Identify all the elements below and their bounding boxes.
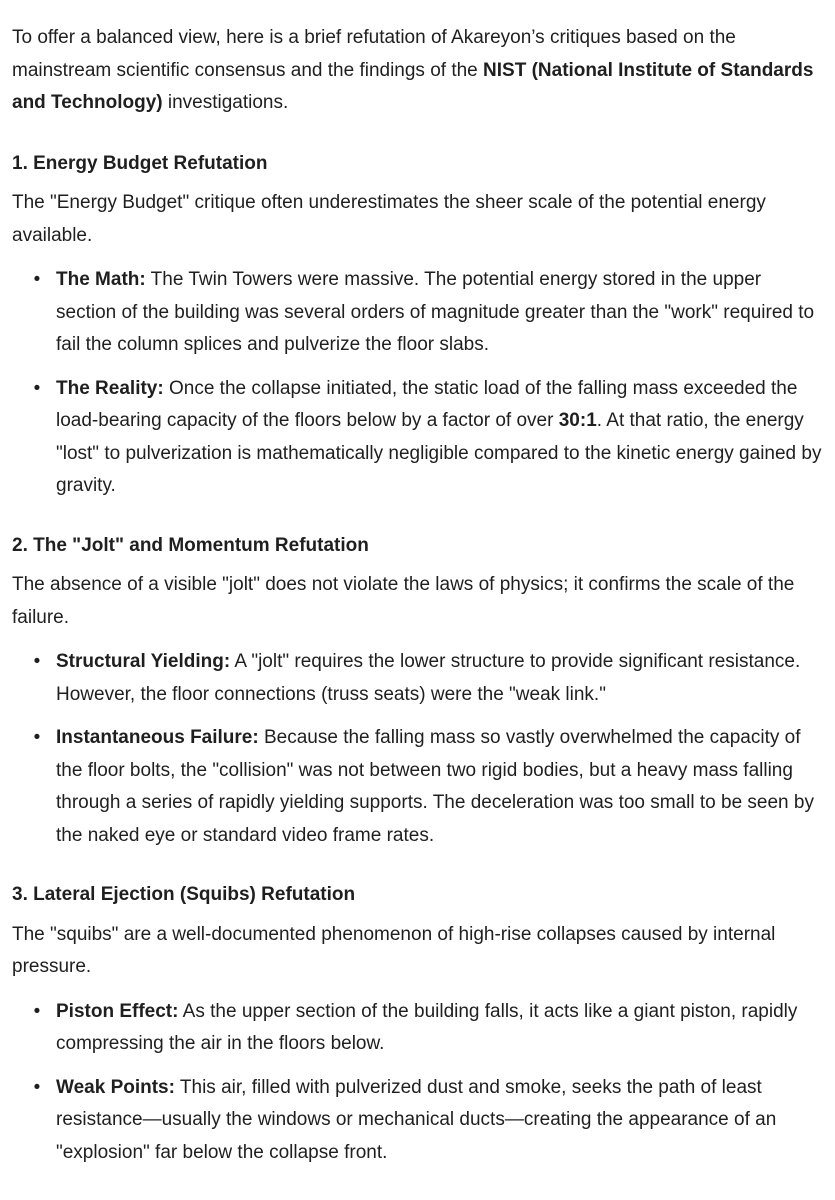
bullet-icon: • xyxy=(33,651,41,672)
list-item-label: The Math: xyxy=(56,269,146,290)
bullet-icon: • xyxy=(33,269,41,290)
section-jolt-momentum xyxy=(12,530,823,853)
bullet-icon: • xyxy=(33,1000,41,1022)
list-item-text: . At that ratio, the energy "lost" to pulverization is mathematically negligible compared to the kinetic energy gained by gravity. xyxy=(56,410,822,496)
list-item xyxy=(33,373,823,503)
list-item xyxy=(33,722,823,852)
intro-paragraph: To offer a balanced view, here is a brief refutation of Akareyon’s critiques based on the mainstream scientific consensus and the findings of the NIST (National Institute of Standards and Technology) investigations. xyxy=(12,27,814,113)
bullet-list xyxy=(12,646,823,852)
list-item-label: Instantaneous Failure: xyxy=(56,727,259,748)
list-item xyxy=(33,646,823,711)
section-lateral-ejection xyxy=(12,879,823,1169)
list-item-label: Structural Yielding: xyxy=(56,651,231,672)
section-heading: 3. Lateral Ejection (Squibs) Refutation xyxy=(12,884,356,905)
nist-name: NIST (National Institute of Standards and Technology) xyxy=(12,59,814,113)
list-item xyxy=(33,264,823,362)
list-item-label: The Reality: xyxy=(56,377,164,399)
list-item-text: A "jolt" requires the lower structure to provide significant resistance. However, the floor connections (truss seats) were the "weak link." xyxy=(56,651,801,705)
bullet-icon: • xyxy=(33,377,41,399)
list-item-label: Weak Points: xyxy=(56,1076,175,1098)
bullet-icon: • xyxy=(33,727,41,748)
bullet-icon: • xyxy=(33,1076,41,1098)
list-item-label: Piston Effect: xyxy=(56,1000,179,1022)
list-item-text: As the upper section of the building falls, it acts like a giant piston, rapidly compressing the air in the floors below. xyxy=(56,1000,798,1054)
section-paragraph: The "squibs" are a well-documented phenomenon of high-rise collapses caused by internal pressure. xyxy=(12,923,776,977)
section-heading: 2. The "Jolt" and Momentum Refutation xyxy=(12,534,369,556)
ratio-value: 30:1 xyxy=(558,410,597,431)
list-item xyxy=(33,996,823,1061)
section-paragraph: The "Energy Budget" critique often underestimates the sheer scale of the potential energy available. xyxy=(12,192,766,246)
bullet-list xyxy=(12,996,823,1170)
section-heading: 1. Energy Budget Refutation xyxy=(12,152,268,174)
list-item xyxy=(33,1072,823,1170)
section-energy-budget xyxy=(12,148,823,503)
bullet-list xyxy=(12,264,823,503)
list-item-text: The Twin Towers were massive. The potential energy stored in the upper section of the building was several orders of magnitude greater than the "work" required to fail the column splices and pulverize the floor slabs. xyxy=(56,269,815,355)
section-paragraph: The absence of a visible "jolt" does not violate the laws of physics; it confirms the scale of the failure. xyxy=(12,574,795,628)
list-item-text: Because the falling mass so vastly overwhelmed the capacity of the floor bolts, the "collision" was not between two rigid bodies, but a heavy mass falling through a series of rapidly yielding supports. The deceleration was too small to be seen by the naked eye or standard video frame rates. xyxy=(56,727,814,846)
list-item-text: This air, filled with pulverized dust and smoke, seeks the path of least resistance—usually the windows or mechanical ducts—creating the appearance of an "explosion" far below the collapse front. xyxy=(56,1076,777,1163)
list-item-text: Once the collapse initiated, the static load of the falling mass exceeded the load-bearing capacity of the floors below by a factor of over xyxy=(56,377,798,431)
